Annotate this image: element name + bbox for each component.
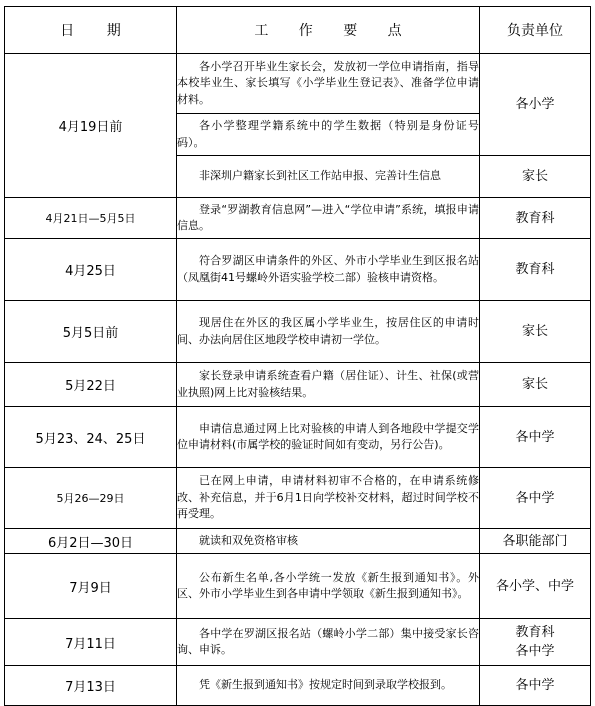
row-unit: 各中学 [480, 407, 591, 468]
table-row [5, 407, 591, 468]
row-unit: 各小学、中学 [480, 554, 591, 619]
row-unit: 各中学 [480, 468, 591, 529]
row-date: 7月11日 [5, 619, 177, 666]
row-task: 符合罗湖区申请条件的外区、外市小学毕业生到区报名站（凤凰街41号螺岭外语实验学校二部）验核申请资格。 [177, 239, 480, 301]
row-unit: 家长 [480, 156, 591, 198]
row-unit-line: 各中学 [515, 644, 555, 659]
row-task: 家长登录申请系统查看户籍（居住证）、计生、社保(或营业执照)网上比对验核结果。 [177, 363, 480, 407]
row-task: 各中学在罗湖区报名站（螺岭小学二部）集中接受家长咨询、申诉。 [177, 619, 480, 666]
row-task: 申请信息通过网上比对验核的申请人到各地段中学提交学位申请材料(市属学校的验证时间如有变动，另行公告)。 [177, 407, 480, 468]
row-date: 4月19日前 [5, 54, 177, 198]
header-date: 日 期 [5, 7, 177, 54]
row-unit: 各中学 [480, 666, 591, 706]
row-task: 非深圳户籍家长到社区工作站申报、完善计生信息 [177, 156, 480, 198]
row-date: 4月25日 [5, 239, 177, 301]
row-unit: 家长 [480, 301, 591, 363]
row-date: 5月23、24、25日 [5, 407, 177, 468]
table-row [5, 198, 591, 239]
row-unit: 教育科 [480, 198, 591, 239]
row-date: 7月13日 [5, 666, 177, 706]
row-unit [480, 619, 591, 666]
row-date: 5月26—29日 [5, 468, 177, 529]
row-task: 现居住在外区的我区属小学毕业生，按居住区的申请时间、办法向居住区地段学校申请初一学位。 [177, 301, 480, 363]
row-task: 公布新生名单,各小学统一发放《新生报到通知书》。外区、外市小学毕业生到各申请中学领取《新生报到通知书》。 [177, 554, 480, 619]
row-task: 就读和双免资格审核 [177, 529, 480, 554]
table-row [5, 239, 591, 301]
row-task: 各小学召开毕业生家长会，发放初一学位申请指南，指导本校毕业生、家长填写《小学毕业生登记表》、准备学位申请材料。 [177, 54, 480, 114]
row-unit-line: 教育科 [515, 625, 555, 640]
table-row [5, 554, 591, 619]
row-unit: 教育科 [480, 239, 591, 301]
row-date: 6月2日—30日 [5, 529, 177, 554]
row-date: 4月21日—5月5日 [5, 198, 177, 239]
row-task: 凭《新生报到通知书》按规定时间到录取学校报到。 [177, 666, 480, 706]
row-unit: 各职能部门 [480, 529, 591, 554]
table-row [5, 468, 591, 529]
row-unit: 家长 [480, 363, 591, 407]
row-unit: 各小学 [480, 54, 591, 156]
table-row [5, 666, 591, 706]
schedule-table [4, 6, 591, 706]
row-date: 5月22日 [5, 363, 177, 407]
row-task: 登录“罗湖教育信息网”—进入“学位申请”系统，填报申请信息。 [177, 198, 480, 239]
table-row [5, 363, 591, 407]
table-row [5, 529, 591, 554]
row-date: 5月5日前 [5, 301, 177, 363]
table-row [5, 619, 591, 666]
table-row [5, 54, 591, 114]
row-task: 已在网上申请，申请材料初审不合格的，在申请系统修改、补充信息，并于6月1日向学校补交材料，超过时间学校不再受理。 [177, 468, 480, 529]
header-task: 工 作 要 点 [177, 7, 480, 54]
header-unit: 负责单位 [480, 7, 591, 54]
row-date: 7月9日 [5, 554, 177, 619]
row-task: 各小学整理学籍系统中的学生数据（特别是身份证号码）。 [177, 114, 480, 156]
header-row [5, 7, 591, 54]
table-row [5, 301, 591, 363]
